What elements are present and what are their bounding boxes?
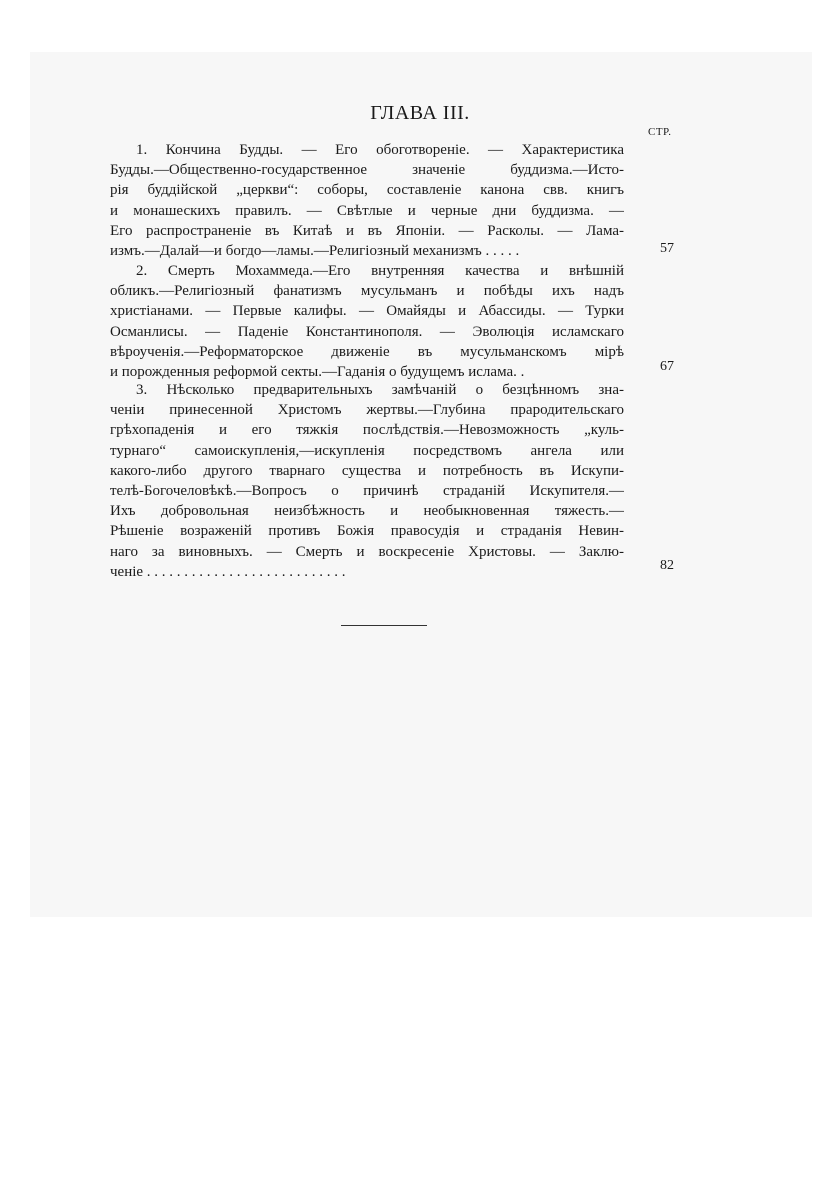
toc-line: 3. Нѣсколько предварительныхъ замѣчаній о безцѣнномъ зна- xyxy=(136,382,624,398)
toc-page-number-2: 67 xyxy=(660,359,674,374)
toc-entry-2 xyxy=(110,261,624,382)
toc-line: Его распространеніе въ Китаѣ и въ Японіи. — Расколы. — Лама- xyxy=(110,222,624,239)
toc-line: измъ.—Далай—и богдо—ламы.—Религіозный механизмъ . . . . . xyxy=(110,242,520,259)
toc-line: и монашескихъ правилъ. — Свѣтлые и черные дни буддизма. — xyxy=(110,202,624,219)
toc-line: 2. Смерть Мохаммеда.—Его внутренняя качества и внѣшній xyxy=(136,263,624,279)
chapter-heading: ГЛАВА III. xyxy=(370,102,470,124)
end-rule xyxy=(341,625,427,626)
toc-line: телѣ-Богочеловѣкѣ.—Вопросъ о причинѣ страданій Искупителя.— xyxy=(110,482,624,499)
toc-page-number-3: 82 xyxy=(660,558,674,573)
toc-line: грѣхопаденія и его тяжкія послѣдствія.—Невозможность „куль- xyxy=(110,422,624,439)
toc-line: ченіи принесенной Христомъ жертвы.—Глубина прародительскаго xyxy=(110,402,624,419)
toc-entry-1 xyxy=(110,140,624,261)
toc-line: какого-либо другого тварнаго существа и потребность въ Искупи- xyxy=(110,462,624,479)
toc-line: рія буддійской „церкви“: соборы, составленіе канона свв. книгъ xyxy=(110,182,624,199)
toc-line: Османлисы. — Паденіе Константинополя. — Эволюція исламскаго xyxy=(110,323,624,340)
toc-line: Рѣшеніе возраженій противъ Божія правосудія и страданія Невин- xyxy=(110,523,624,540)
toc-line: наго за виновныхъ. — Смерть и воскресеніе Христовы. — Заклю- xyxy=(110,543,624,560)
toc-line: христіанами. — Первые калифы. — Омайяды и Абассиды. — Турки xyxy=(110,303,624,320)
toc-page-number-1: 57 xyxy=(660,241,674,256)
toc-line: ченіе . . . . . . . . . . . . . . . . . . . . . . . . . . . xyxy=(110,563,346,580)
toc-line: обликъ.—Религіозный фанатизмъ мусульманъ и побѣды ихъ надъ xyxy=(110,283,624,300)
toc-entry-3 xyxy=(110,380,624,582)
page-column-label: СТР. xyxy=(648,126,672,138)
toc-line: вѣроученія.—Реформаторское движеніе въ мусульманскомъ мірѣ xyxy=(110,343,624,360)
toc-line: Ихъ добровольная неизбѣжность и необыкновенная тяжесть.— xyxy=(110,503,624,520)
toc-line: Будды.—Общественно-государственное значеніе буддизма.—Исто- xyxy=(110,162,624,179)
toc-line: и порожденныя реформой секты.—Гаданія о будущемъ ислама. . xyxy=(110,363,525,380)
toc-line: 1. Кончина Будды. — Его обоготвореніе. — Характеристика xyxy=(136,142,624,158)
toc-line: турнаго“ самоискупленія,—искупленія посредствомъ ангела или xyxy=(110,442,624,459)
